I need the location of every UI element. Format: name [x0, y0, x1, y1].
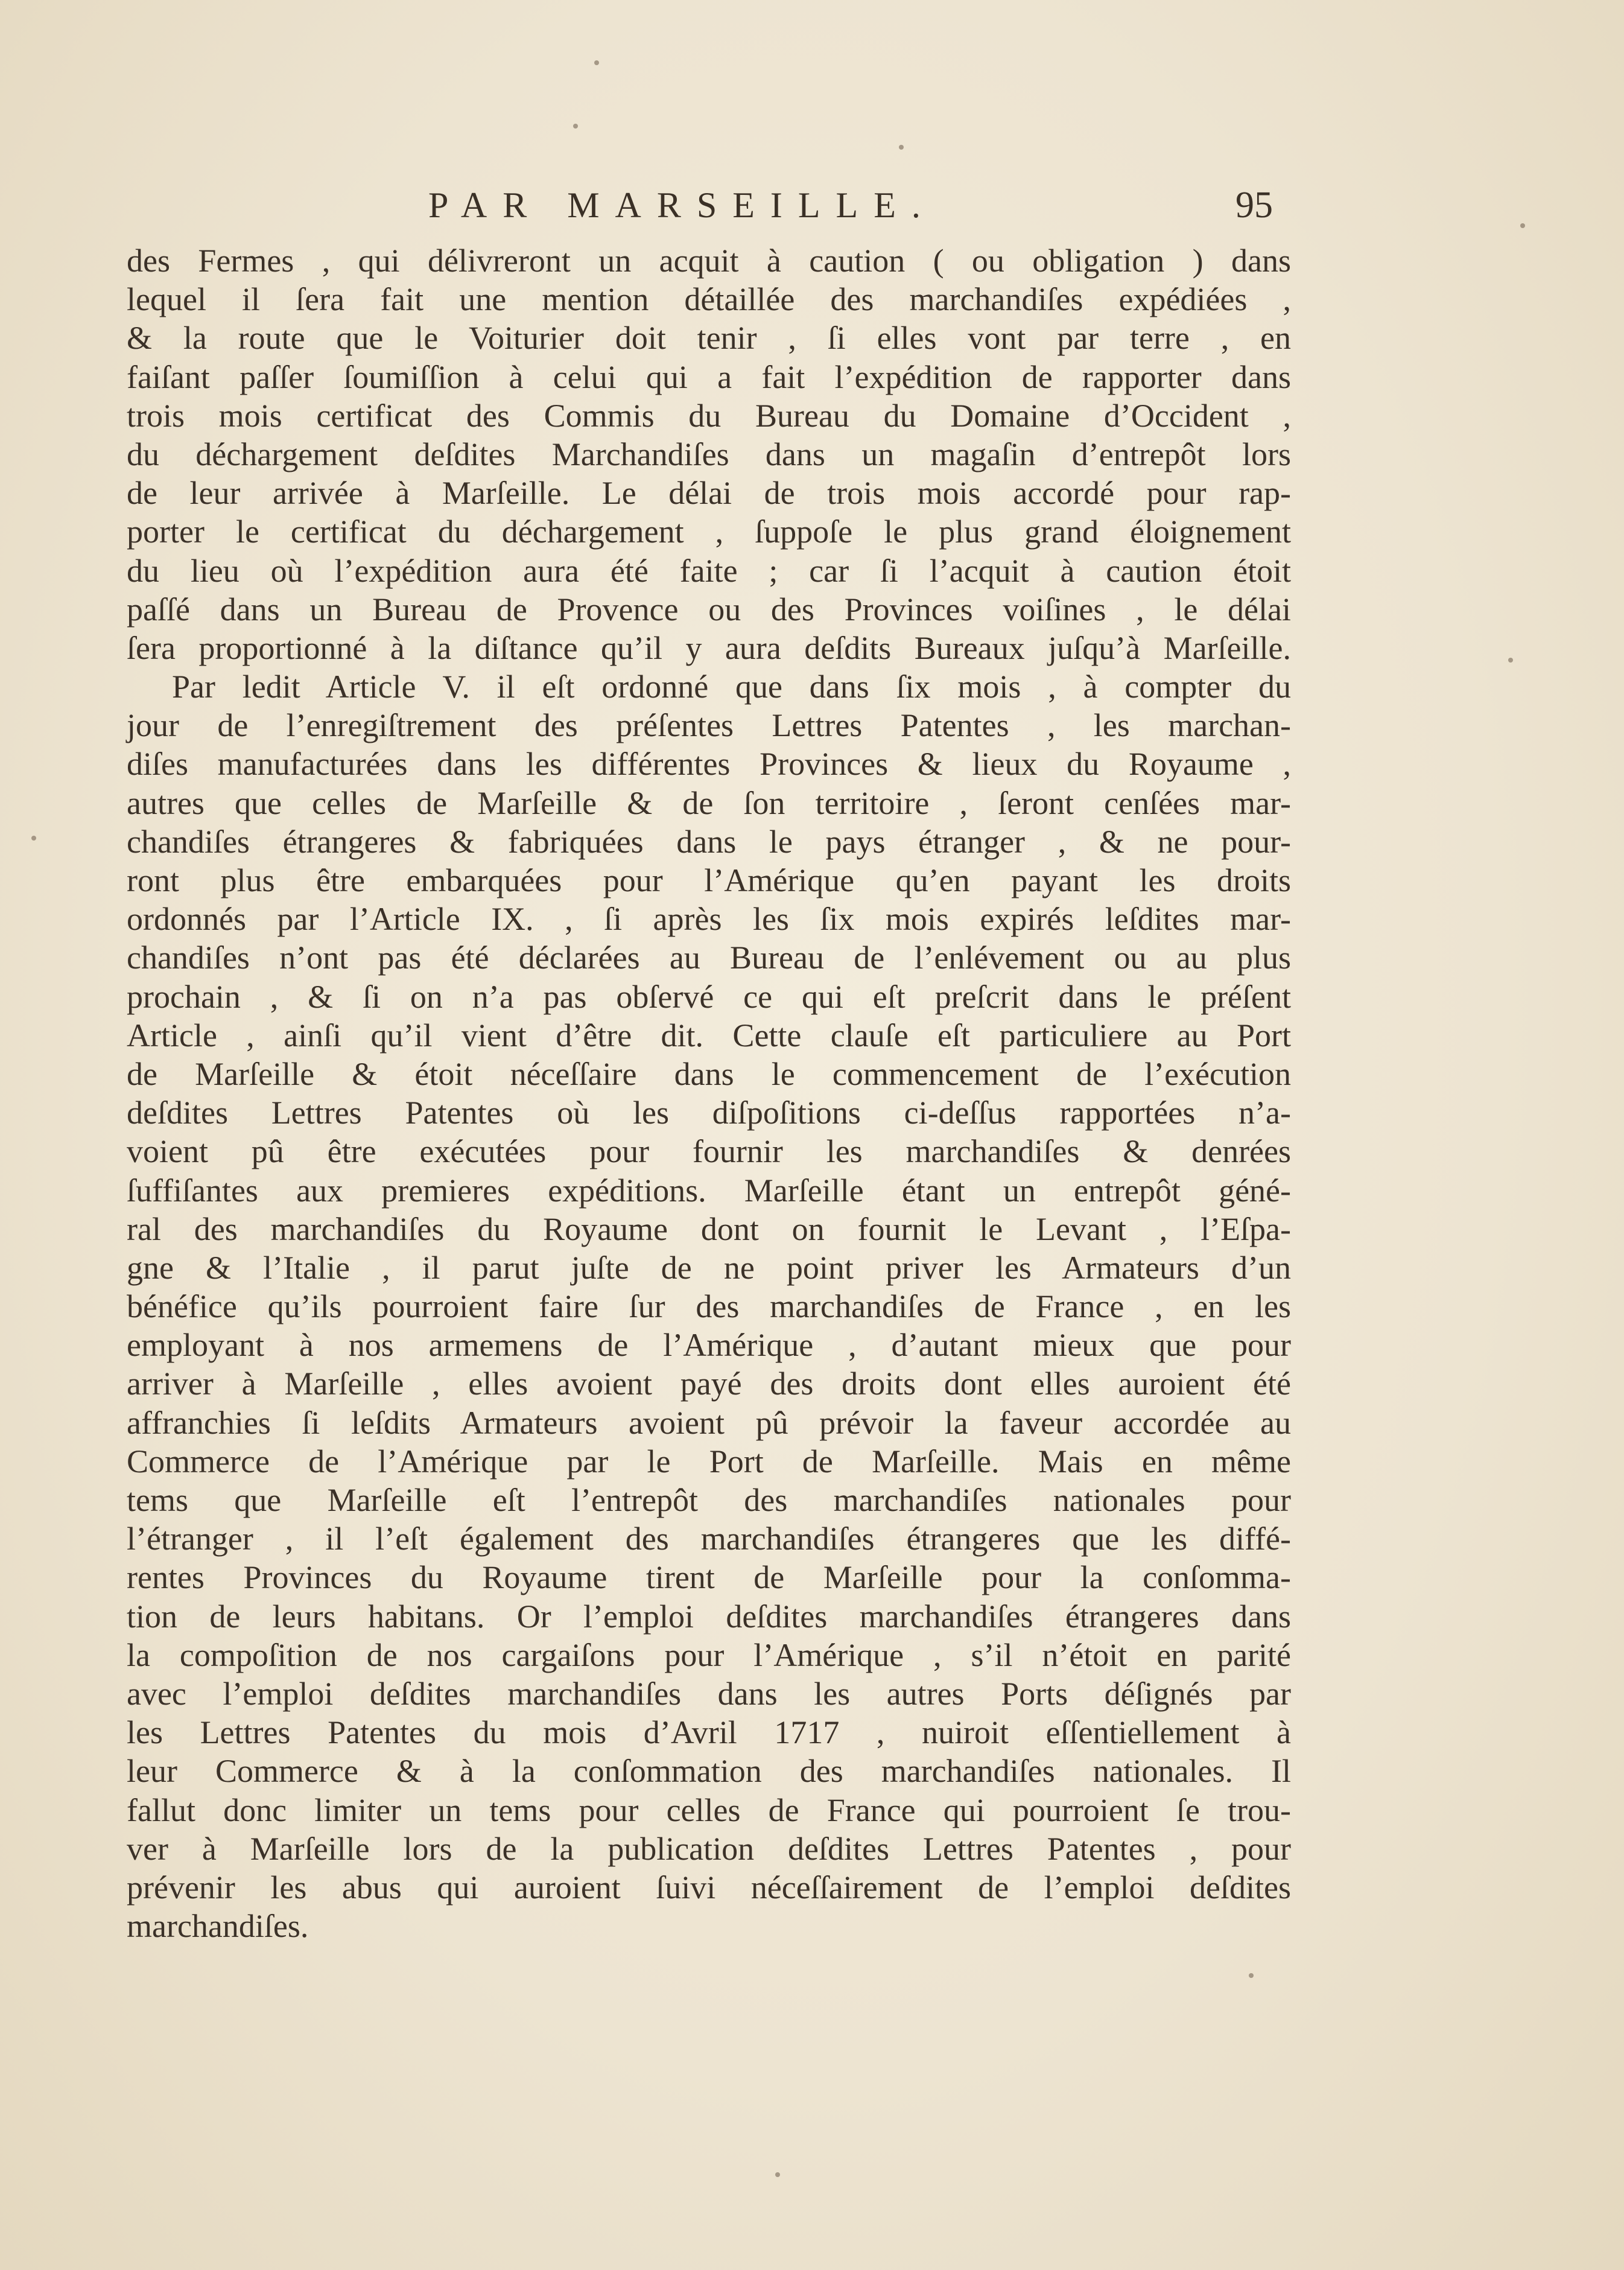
text-line: prévenir les abus qui auroient ſuivi néceſſairement de l’emploi deſdites	[127, 1869, 1291, 1906]
text-line: lequel il ſera fait une mention détaillée des marchandiſes expédiées ,	[127, 281, 1291, 318]
text-line: chandiſes étrangeres & fabriquées dans le pays étranger , & ne pour-	[127, 823, 1291, 860]
paper-speck	[573, 124, 578, 129]
text-line: de Marſeille & étoit néceſſaire dans le commencement de l’exécution	[127, 1055, 1291, 1092]
text-line: deſdites Lettres Patentes où les diſpoſitions ci-deſſus rapportées n’a-	[127, 1095, 1291, 1131]
text-line: avec l’emploi deſdites marchandiſes dans les autres Ports déſignés par	[127, 1675, 1291, 1712]
text-line: l’étranger , il l’eſt également des marchandiſes étrangeres que les diffé-	[127, 1521, 1291, 1557]
paper-speck	[31, 836, 36, 841]
text-line: fallut donc limiter un tems pour celles de France qui pourroient ſe trou-	[127, 1792, 1291, 1828]
text-line: rentes Provinces du Royaume tirent de Marſeille pour la conſomma-	[127, 1559, 1291, 1596]
text-line: ordonnés par l’Article IX. , ſi après les ſix mois expirés leſdites mar-	[127, 901, 1291, 938]
text-line: ſuffiſantes aux premieres expéditions. Marſeille étant un entrepôt géné-	[127, 1172, 1291, 1209]
paper-speck	[594, 60, 599, 65]
text-line: leur Commerce & à la conſommation des marchandiſes nationales. Il	[127, 1753, 1291, 1790]
text-line: ſera proportionné à la diſtance qu’il y aura deſdits Bureaux juſqu’à Marſeille.	[127, 629, 1291, 666]
body-text	[127, 241, 1291, 1945]
text-line: arriver à Marſeille , elles avoient payé des droits dont elles auroient été	[127, 1365, 1291, 1402]
text-line: marchandiſes.	[127, 1908, 309, 1945]
text-line: jour de l’enregiſtrement des préſentes Lettres Patentes , les marchan-	[127, 707, 1291, 744]
text-line: diſes manufacturées dans les différentes Provinces & lieux du Royaume ,	[127, 746, 1291, 783]
page-number: 95	[1235, 185, 1273, 226]
text-line: Commerce de l’Amérique par le Port de Marſeille. Mais en même	[127, 1443, 1291, 1480]
paper-speck	[899, 145, 904, 150]
text-line: employant à nos armemens de l’Amérique , d’autant mieux que pour	[127, 1327, 1291, 1364]
text-line: prochain , & ſi on n’a pas obſervé ce qui eſt preſcrit dans le préſent	[127, 978, 1291, 1015]
text-line: trois mois certificat des Commis du Bureau du Domaine d’Occident ,	[127, 397, 1291, 434]
text-line: voient pû être exécutées pour fournir les marchandiſes & denrées	[127, 1133, 1291, 1170]
text-line: les Lettres Patentes du mois d’Avril 1717 , nuiroit eſſentiellement à	[127, 1714, 1291, 1751]
text-line: & la route que le Voiturier doit tenir , ſi elles vont par terre , en	[127, 320, 1291, 357]
text-line: tems que Marſeille eſt l’entrepôt des marchandiſes nationales pour	[127, 1482, 1291, 1518]
text-line: faiſant paſſer ſoumiſſion à celui qui a fait l’expédition de rapporter dans	[127, 358, 1291, 395]
page-header	[127, 181, 1273, 229]
text-line: la compoſition de nos cargaiſons pour l’Amérique , s’il n’étoit en parité	[127, 1636, 1291, 1673]
paper-speck	[1520, 223, 1525, 228]
text-line: bénéfice qu’ils pourroient faire ſur des marchandiſes de France , en les	[127, 1288, 1291, 1325]
paper-speck	[775, 2172, 780, 2177]
text-line: ral des marchandiſes du Royaume dont on fournit le Levant , l’Eſpa-	[127, 1210, 1291, 1247]
text-line: autres que celles de Marſeille & de ſon territoire , ſeront cenſées mar-	[127, 784, 1291, 821]
text-line: porter le certificat du déchargement , ſuppoſe le plus grand éloignement	[127, 513, 1291, 550]
text-line: des Fermes , qui délivreront un acquit à caution ( ou obligation ) dans	[127, 243, 1291, 279]
text-line: Article , ainſi qu’il vient d’être dit. Cette clauſe eſt particuliere au Port	[127, 1017, 1291, 1054]
text-line: tion de leurs habitans. Or l’emploi deſdites marchandiſes étrangeres dans	[127, 1598, 1291, 1635]
text-line: ront plus être embarquées pour l’Amérique qu’en payant les droits	[127, 862, 1291, 898]
text-line: chandiſes n’ont pas été déclarées au Bureau de l’enlévement ou au plus	[127, 939, 1291, 976]
text-line: ver à Marſeille lors de la publication deſdites Lettres Patentes , pour	[127, 1830, 1291, 1867]
text-line: gne & l’Italie , il parut juſte de ne point priver les Armateurs d’un	[127, 1249, 1291, 1286]
text-line: paſſé dans un Bureau de Provence ou des Provinces voiſines , le délai	[127, 591, 1291, 628]
text-line: Par ledit Article V. il eſt ordonné que dans ſix mois , à compter du	[172, 669, 1291, 705]
text-line: du lieu où l’expédition aura été faite ; car ſi l’acquit à caution étoit	[127, 552, 1291, 589]
text-line: du déchargement deſdites Marchandiſes dans un magaſin d’entrepôt lors	[127, 436, 1291, 472]
running-head: PAR MARSEILLE.	[428, 185, 936, 225]
text-line: affranchies ſi leſdits Armateurs avoient pû prévoir la faveur accordée au	[127, 1404, 1291, 1441]
text-line: de leur arrivée à Marſeille. Le délai de trois mois accordé pour rap-	[127, 475, 1291, 512]
paper-speck	[1508, 658, 1513, 663]
paper-speck	[1249, 1973, 1254, 1978]
